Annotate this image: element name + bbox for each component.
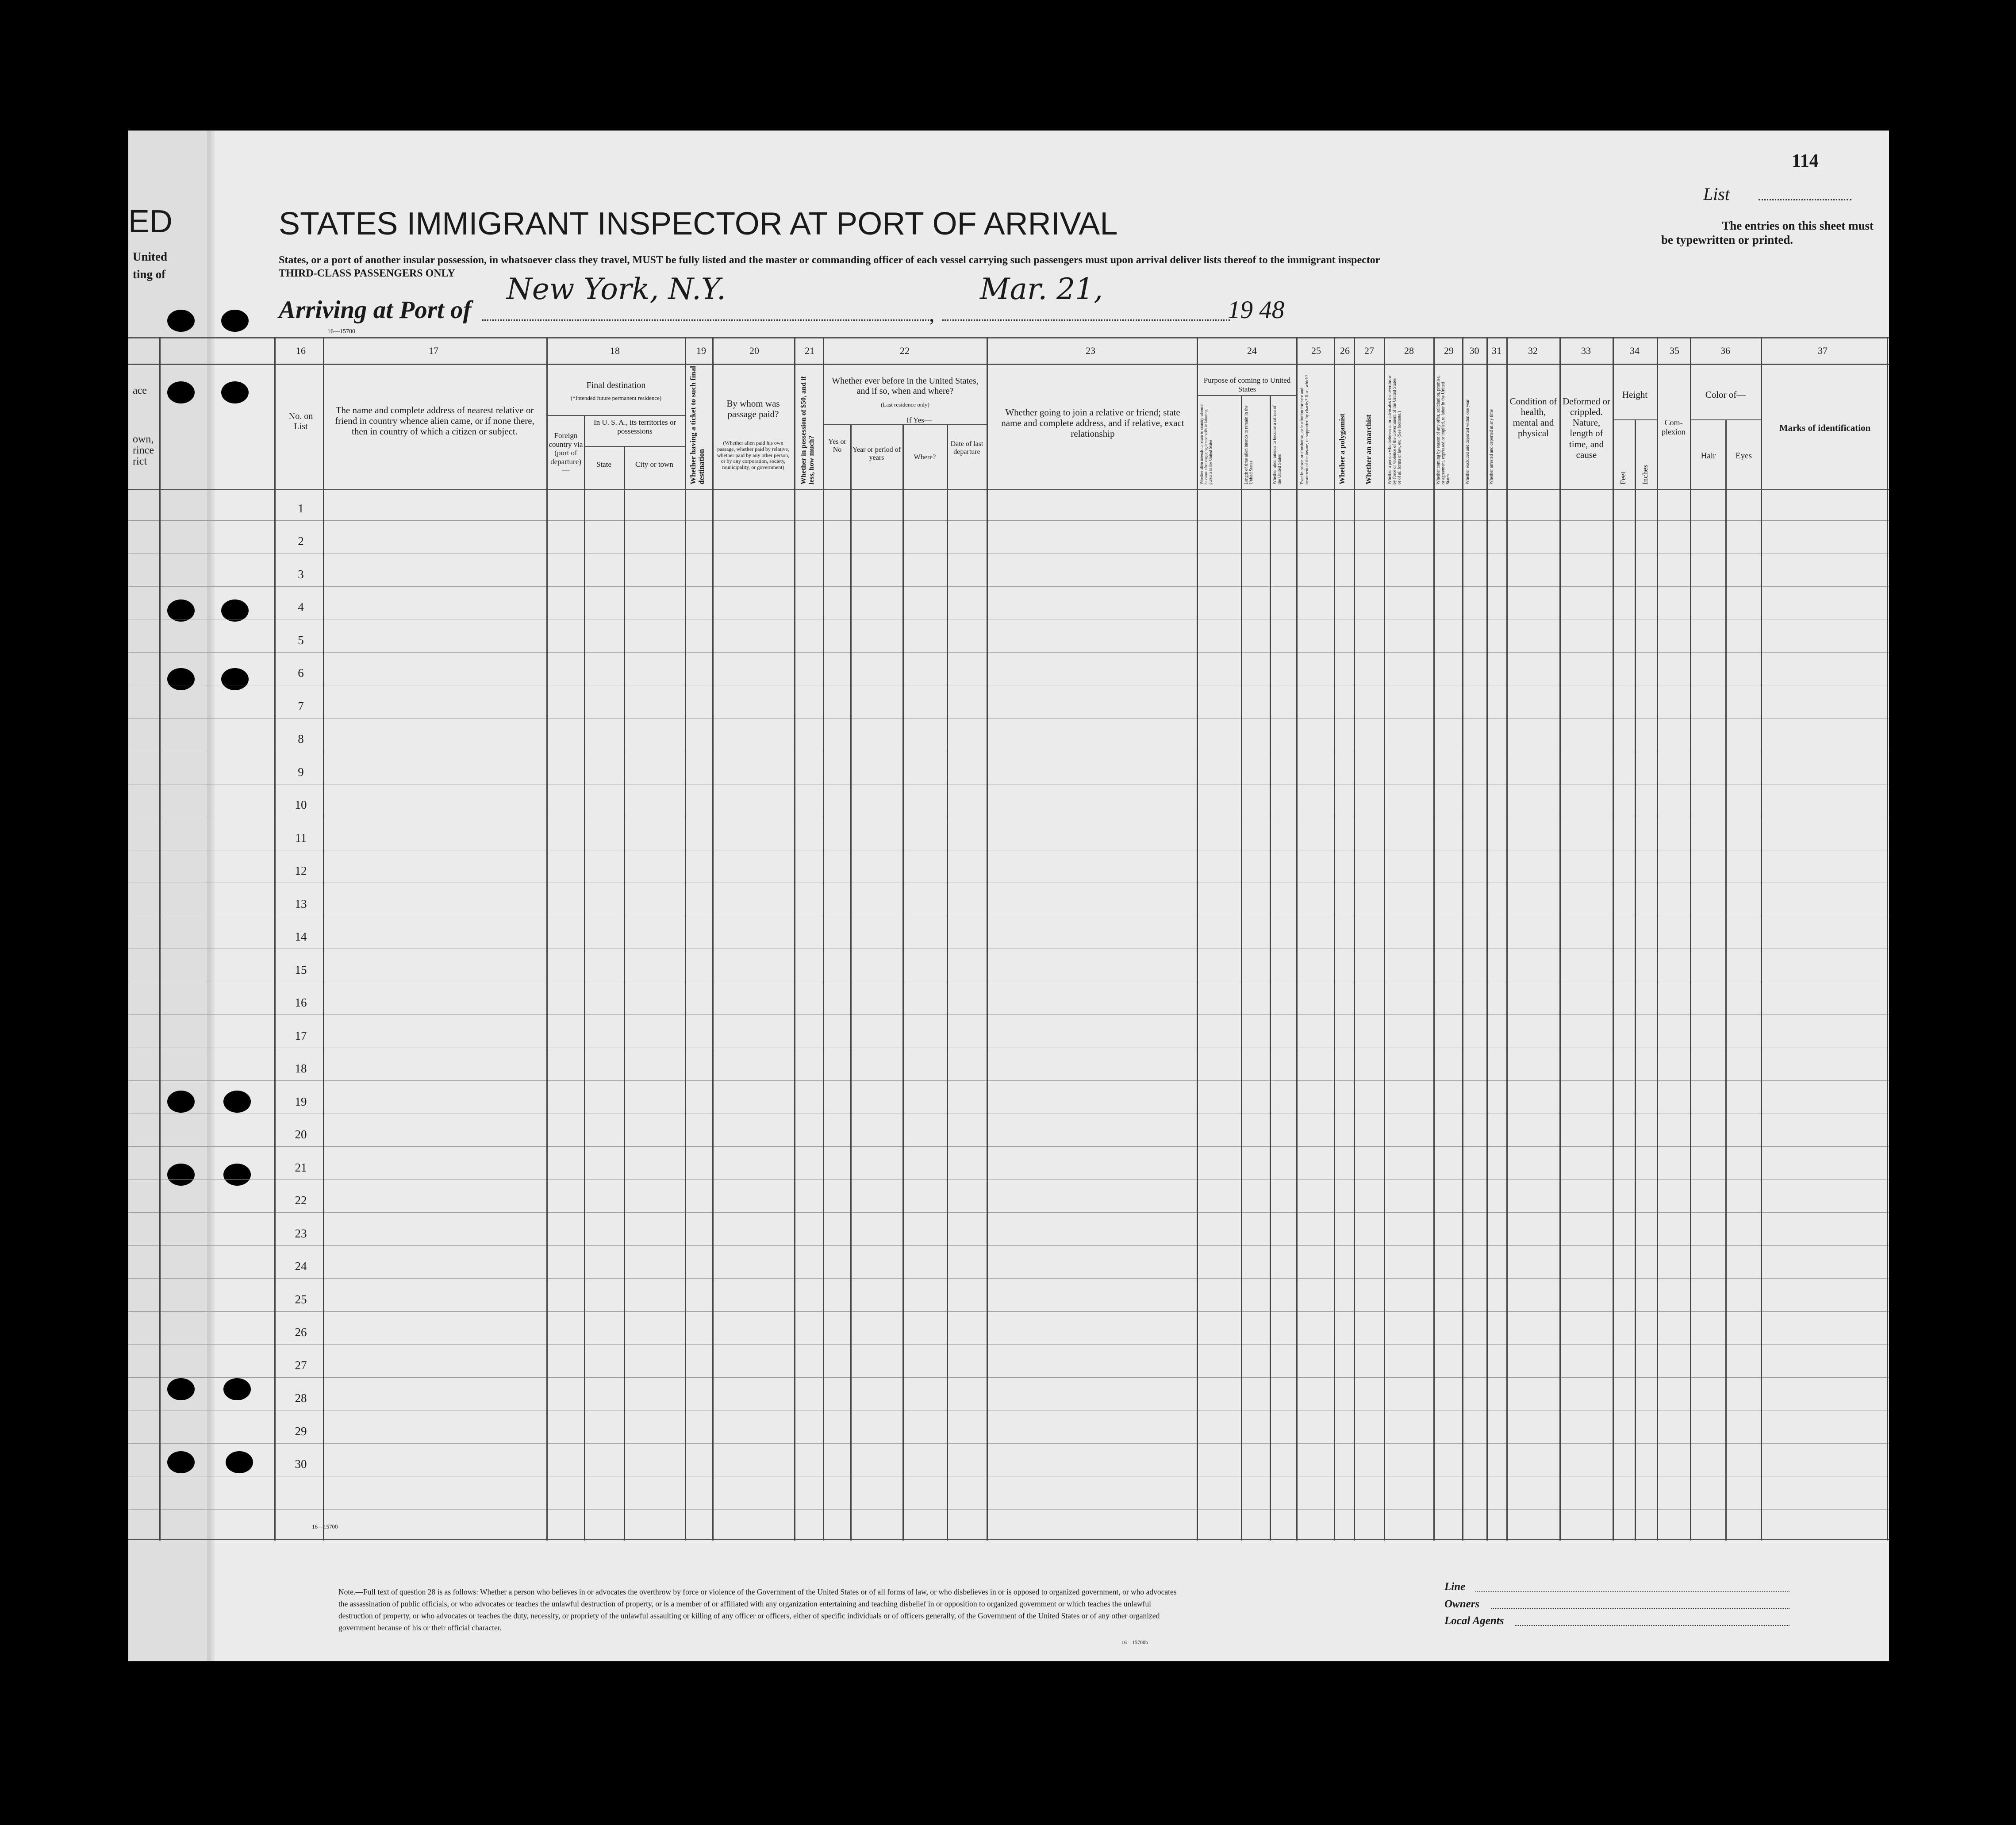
col-border xyxy=(624,447,625,1541)
col-border xyxy=(1384,337,1385,1541)
punch-hole xyxy=(221,310,249,332)
year-handwritten: 19 48 xyxy=(1228,296,1285,324)
row-rule xyxy=(128,1344,1889,1345)
header-purpose-length: Length of time alien intends to remain in the United States xyxy=(1244,405,1254,484)
row-number: 7 xyxy=(298,699,304,713)
header-eyes: Eyes xyxy=(1736,451,1752,461)
col-border xyxy=(1197,337,1198,1541)
col-num-25: 25 xyxy=(1311,345,1321,356)
col-border xyxy=(1725,420,1727,1541)
line-label: Line xyxy=(1444,1581,1466,1593)
col-border xyxy=(987,337,988,1541)
row-number: 17 xyxy=(295,1029,307,1042)
typewrite-note-1: The entries on this sheet must xyxy=(1722,219,1874,232)
row-rule xyxy=(128,1278,1889,1279)
row-number: 2 xyxy=(298,534,304,548)
col-border xyxy=(274,337,276,1541)
header-fifty-dollars: Whether in possession of $50, and if less, how much? xyxy=(800,376,815,484)
header-where: Where? xyxy=(914,453,936,461)
header-passage-paid: By whom was passage paid? xyxy=(726,398,780,420)
header-marks: Marks of identification xyxy=(1779,423,1871,433)
col-border xyxy=(1761,337,1762,1541)
row-rule xyxy=(128,1080,1889,1081)
row-number: 30 xyxy=(295,1457,307,1471)
manifest-sheet xyxy=(128,131,1889,1661)
edge-text-4: own, xyxy=(133,434,154,445)
row-number: 4 xyxy=(298,600,304,614)
row-rule xyxy=(128,520,1889,521)
subheader-line xyxy=(585,446,685,447)
page-fold xyxy=(207,131,211,1661)
header-joining-relative: Whether going to join a relative or friend; state name and complete address, and if relative, exact relationship xyxy=(1001,407,1184,439)
row-number: 16 xyxy=(295,996,307,1010)
row-number: 27 xyxy=(295,1358,307,1372)
header-excluded: Whether excluded and deported within one year xyxy=(1465,399,1470,484)
col-border xyxy=(902,425,904,1541)
header-health: Condition of health, mental and physical xyxy=(1509,396,1557,439)
col-num-34: 34 xyxy=(1630,345,1640,356)
header-city: City or town xyxy=(635,460,673,469)
edge-text-3: ace xyxy=(133,385,147,396)
row-number: 14 xyxy=(295,930,307,944)
edge-large-text: ED xyxy=(128,204,173,239)
col-border xyxy=(685,337,686,1541)
col-border xyxy=(1462,337,1463,1541)
col-num-32: 32 xyxy=(1528,345,1538,356)
col-num-33: 33 xyxy=(1581,345,1591,356)
punch-hole xyxy=(221,668,249,690)
row-number: 10 xyxy=(295,798,307,812)
header-feet: Feet xyxy=(1619,471,1627,484)
punch-hole xyxy=(223,1378,251,1400)
binding-strip xyxy=(128,131,215,1661)
punch-hole xyxy=(167,1164,195,1186)
header-purpose-citizen: Whether alien intends to become a citizen of the United States xyxy=(1272,405,1282,484)
header-passage-paid-sub: (Whether alien paid his own passage, whether paid by relative, whether paid by any other person, or by any corporation, society, municipality, or government) xyxy=(717,440,790,471)
row-number: 20 xyxy=(295,1128,307,1141)
header-if-yes: If Yes— xyxy=(906,416,932,424)
row-number: 23 xyxy=(295,1226,307,1240)
comma-1: , xyxy=(929,301,935,326)
page-number: 114 xyxy=(1792,151,1819,171)
row-number: 8 xyxy=(298,732,304,746)
col-num-35: 35 xyxy=(1670,345,1679,356)
local-agents-label: Local Agents xyxy=(1444,1615,1504,1627)
header-deformed: Deformed or crippled. Nature, length of time, and cause xyxy=(1563,396,1610,460)
subheader-line xyxy=(1691,419,1761,420)
header-ticket: Whether having a ticket to such final destination xyxy=(689,366,706,484)
col-num-36: 36 xyxy=(1720,345,1730,356)
header-overthrow: Whether a person who believes in or advocates the overthrow by force or violence of the Government of the United States or of all forms of law, etc. (See footnote.) xyxy=(1387,375,1402,484)
subheader-line xyxy=(1198,395,1296,396)
header-anarchist: Whether an anarchist xyxy=(1364,414,1373,484)
col-border xyxy=(823,337,824,1541)
header-ever-before: Whether ever before in the United States, and if so, when and where? xyxy=(832,376,979,396)
col-border xyxy=(794,337,795,1541)
row-rule xyxy=(128,1212,1889,1213)
date-line xyxy=(942,319,1230,321)
col-border xyxy=(1887,337,1888,1541)
col-num-18: 18 xyxy=(610,345,620,356)
col-border xyxy=(1354,337,1355,1541)
header-purpose-return: Whether alien intends to return to country whence he came after engaging temporarily in laboring pursuits in the United States xyxy=(1199,404,1213,484)
row-number: 22 xyxy=(295,1194,307,1207)
col-num-21: 21 xyxy=(805,345,814,356)
header-complexion: Com-plexion xyxy=(1662,418,1686,436)
col-border xyxy=(1559,337,1561,1541)
col-border xyxy=(1613,337,1614,1541)
form-code-top: 16—15700 xyxy=(327,328,355,335)
col-border xyxy=(1296,337,1298,1541)
punch-hole xyxy=(221,381,249,403)
punch-hole xyxy=(223,1164,251,1186)
edge-text-5: rince xyxy=(133,445,154,456)
col-num-24: 24 xyxy=(1247,345,1257,356)
row-rule xyxy=(128,1377,1889,1378)
col-num-30: 30 xyxy=(1469,345,1479,356)
col-border xyxy=(1334,337,1335,1541)
col-num-29: 29 xyxy=(1444,345,1454,356)
punch-hole xyxy=(221,599,249,622)
col-num-19: 19 xyxy=(696,345,706,356)
header-state: State xyxy=(596,460,611,469)
header-no-on-list: No. on List xyxy=(288,411,313,431)
row-number: 25 xyxy=(295,1292,307,1306)
col-num-20: 20 xyxy=(749,345,759,356)
header-yes-no: Yes or No xyxy=(828,438,846,454)
header-height: Height xyxy=(1622,389,1648,400)
column-number-line xyxy=(128,364,1889,365)
row-number: 9 xyxy=(298,765,304,779)
header-color-of: Color of— xyxy=(1705,389,1746,400)
row-number: 26 xyxy=(295,1326,307,1339)
port-handwritten: New York, N.Y. xyxy=(507,272,726,306)
col-border xyxy=(323,337,324,1541)
header-final-destination-sub: (*Intended future permanent residence) xyxy=(570,395,662,401)
row-number: 3 xyxy=(298,567,304,581)
col-border xyxy=(1241,396,1242,1541)
local-agents-field xyxy=(1515,1625,1789,1626)
col-border xyxy=(1433,337,1435,1541)
subheader-line xyxy=(548,415,685,416)
header-polygamist: Whether a polygamist xyxy=(1338,413,1346,484)
punch-hole xyxy=(167,668,195,690)
row-rule xyxy=(128,652,1889,653)
table-bottom-line xyxy=(128,1539,1889,1540)
punch-hole xyxy=(167,1091,195,1113)
owners-label: Owners xyxy=(1444,1598,1480,1610)
row-number: 24 xyxy=(295,1260,307,1273)
header-year-period: Year or period of years xyxy=(852,446,901,462)
subheader-line xyxy=(1614,419,1657,420)
col-num-26: 26 xyxy=(1340,345,1350,356)
row-rule xyxy=(128,1146,1889,1147)
punch-hole xyxy=(167,381,195,403)
punch-hole xyxy=(167,599,195,622)
header-foreign-country: Foreign country via (port of departure)— xyxy=(549,431,583,475)
table-top-line xyxy=(128,337,1889,338)
col-num-17: 17 xyxy=(429,345,438,356)
punch-hole xyxy=(167,1451,195,1473)
col-num-37: 37 xyxy=(1818,345,1828,356)
col-border xyxy=(947,425,948,1541)
line-field xyxy=(1475,1591,1789,1592)
row-number: 15 xyxy=(295,963,307,976)
header-date-departure: Date of last departure xyxy=(950,440,983,456)
col-border xyxy=(1635,420,1636,1541)
typewrite-note-2: be typewritten or printed. xyxy=(1661,233,1793,246)
header-ever-before-sub: (Last residence only) xyxy=(881,401,929,408)
row-number: 21 xyxy=(295,1160,307,1174)
arriving-label: Arriving at Port of xyxy=(279,296,472,324)
col-border xyxy=(1270,396,1271,1541)
date-handwritten: Mar. 21, xyxy=(980,272,1103,306)
col-border xyxy=(712,337,714,1541)
col-border xyxy=(1486,337,1488,1541)
row-number: 1 xyxy=(298,501,304,515)
header-in-usa: In U. S. A., its territories or possessions xyxy=(593,418,676,435)
header-purpose: Purpose of coming to United States xyxy=(1203,376,1291,393)
header-final-destination: Final destination xyxy=(586,380,646,390)
header-bottom-line xyxy=(128,489,1889,490)
col-border xyxy=(850,425,852,1541)
list-label: List xyxy=(1703,184,1730,204)
list-line xyxy=(1759,199,1851,200)
class-label: THIRD-CLASS PASSENGERS ONLY xyxy=(279,268,455,279)
row-number: 29 xyxy=(295,1424,307,1438)
col-num-27: 27 xyxy=(1364,345,1374,356)
col-border xyxy=(1506,337,1508,1541)
header-hair: Hair xyxy=(1701,451,1716,461)
row-number: 6 xyxy=(298,666,304,680)
footnote: Note.—Full text of question 28 is as follows: Whether a person who believes in or advocates the overthrow by force or violence of the Government of the United States or of all forms of law, or who disbelieves in or is opposed to organized government, or who advocates the assassination of public officials, or who advocates or teaches the unlawful destruction of property, or is a member of or affiliated with any organization entertaining and teaching disbelief in or opposition to organized government or which teaches the unlawful destruction of property, or who advocates or teaches the duty, necessity, or propriety of the unlawful assaulting or killing of any officer or officers, either of specific individuals or of officers generally, of the Government of the United States or of any other organized government because of his or their official character. xyxy=(338,1587,1177,1633)
form-code-bottom: 16—15700 xyxy=(312,1523,338,1530)
punch-hole xyxy=(167,310,195,332)
row-number: 28 xyxy=(295,1391,307,1405)
form-code-note: 16—15700b xyxy=(1121,1639,1148,1645)
col-num-28: 28 xyxy=(1404,345,1414,356)
col-num-23: 23 xyxy=(1086,345,1095,356)
edge-text-1: United xyxy=(133,250,168,263)
row-number: 13 xyxy=(295,897,307,911)
row-number: 19 xyxy=(295,1095,307,1108)
header-arrested: Whether arrested and deported at any time xyxy=(1489,409,1494,484)
col-num-16: 16 xyxy=(296,345,306,356)
header-prison: Ever in prison or almshouse, or institution for care and treatment of the insane, or supported by charity? If so, which? xyxy=(1300,374,1309,484)
edge-text-2: ting of xyxy=(133,268,166,281)
header-inches: Inches xyxy=(1641,465,1649,484)
row-rule xyxy=(128,586,1889,587)
col-border xyxy=(159,337,161,1541)
edge-text-6: rict xyxy=(133,456,147,467)
row-rule xyxy=(128,1509,1889,1510)
page-title: STATES IMMIGRANT INSPECTOR AT PORT OF ARRIVAL xyxy=(279,206,1118,242)
col-num-31: 31 xyxy=(1492,345,1501,356)
header-nearest-relative: The name and complete address of nearest relative or friend in country whence alien came, or if none there, then in country of which a citizen or subject. xyxy=(335,405,534,437)
punch-hole xyxy=(167,1378,195,1400)
row-rule xyxy=(128,1245,1889,1246)
row-rule xyxy=(128,1014,1889,1015)
row-number: 18 xyxy=(295,1062,307,1076)
punch-hole xyxy=(223,1091,251,1113)
col-border xyxy=(546,337,548,1541)
row-number: 12 xyxy=(295,864,307,878)
header-labor: Whether coming by reason of any offer, solicitation, promise, or agreement, expressed or implied, to labor in the United States xyxy=(1436,375,1451,484)
col-border xyxy=(584,416,585,1541)
row-number: 11 xyxy=(295,831,307,845)
punch-hole xyxy=(226,1451,253,1473)
col-border xyxy=(1690,337,1691,1541)
col-border xyxy=(1657,337,1658,1541)
row-rule xyxy=(128,1443,1889,1444)
instructions-text: States, or a port of another insular possession, in whatsoever class they travel, MUST be fully listed and the master or commanding officer of each vessel carrying such passengers must upon arrival deliver lists thereof to the immigrant inspector xyxy=(279,254,1380,266)
owners-field xyxy=(1491,1608,1789,1609)
row-number: 5 xyxy=(298,633,304,647)
row-rule xyxy=(128,1311,1889,1312)
col-num-22: 22 xyxy=(900,345,910,356)
port-line xyxy=(482,319,929,321)
